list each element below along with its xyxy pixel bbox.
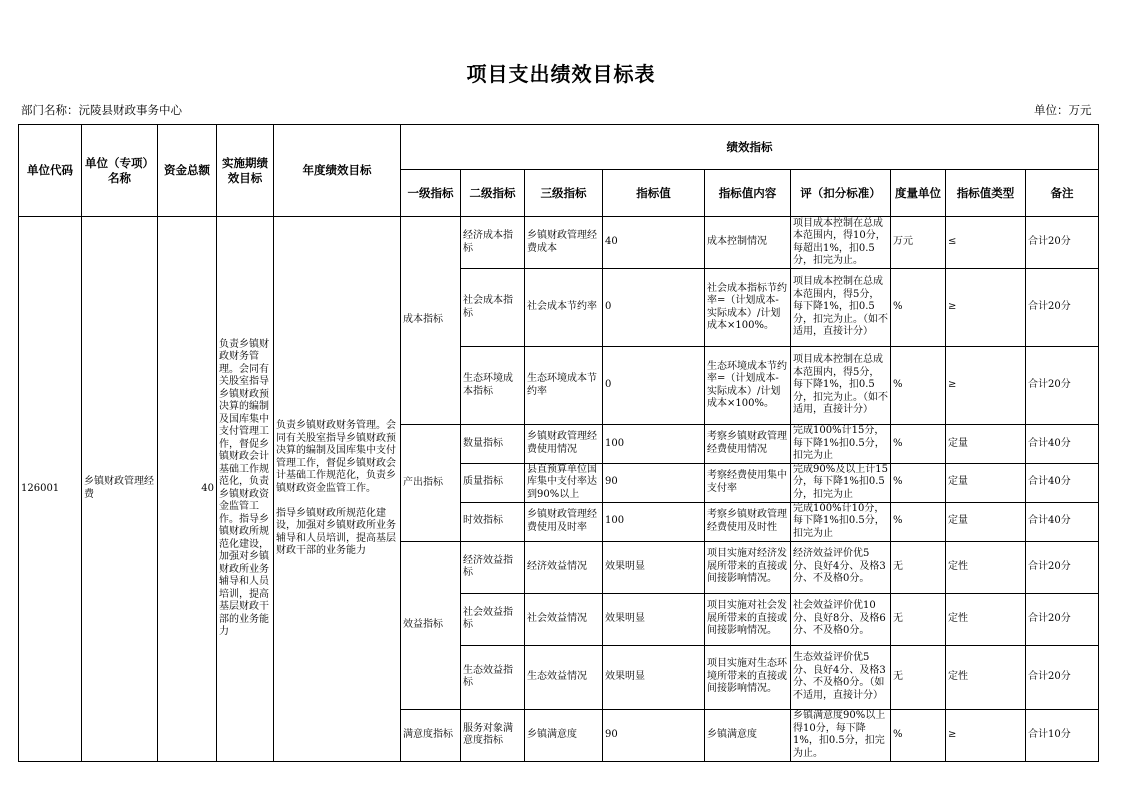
level2-cell: 时效指标: [461, 502, 525, 541]
scoring-cell: 社会效益评价优10分、良好8分、及格6分、不及格0分。: [791, 593, 891, 645]
level2-cell: 经济成本指标: [461, 217, 525, 269]
level1-cost: 成本指标: [401, 217, 461, 425]
remark-cell: 合计20分: [1026, 269, 1099, 347]
level2-cell: 生态效益指标: [461, 645, 525, 709]
value-cell: 0: [603, 347, 705, 425]
value-cell: 100: [603, 502, 705, 541]
type-cell: ≤: [946, 217, 1026, 269]
content-cell: 考察经费使用集中支付率: [705, 463, 791, 502]
header-level2: 二级指标: [461, 170, 525, 217]
content-cell: 项目实施对社会发展所带来的直接或间接影响情况。: [705, 593, 791, 645]
level3-cell: 乡镇财政管理经费成本: [525, 217, 603, 269]
type-cell: ≥: [946, 709, 1026, 761]
level3-cell: 生态效益情况: [525, 645, 603, 709]
content-cell: 考察乡镇财政管理经费使用及时性: [705, 502, 791, 541]
content-cell: 项目实施对经济发展所带来的直接或间接影响情况。: [705, 541, 791, 593]
scoring-cell: 完成100%计10分，每下降1%扣0.5分，扣完为止: [791, 502, 891, 541]
remark-cell: 合计40分: [1026, 463, 1099, 502]
header-remark: 备注: [1026, 170, 1099, 217]
level1-satisfaction: 满意度指标: [401, 709, 461, 761]
level3-cell: 县直预算单位国库集中支付率达到90%以上: [525, 463, 603, 502]
level2-cell: 经济效益指标: [461, 541, 525, 593]
type-cell: 定性: [946, 645, 1026, 709]
header-annual-goal: 年度绩效目标: [274, 125, 401, 217]
value-cell: 效果明显: [603, 541, 705, 593]
content-cell: 项目实施对生态环境所带来的直接或间接影响情况。: [705, 645, 791, 709]
scoring-cell: 项目成本控制在总成本范围内，得5分，每下降1%，扣0.5分，扣完为止。（如不适用，直接计分）: [791, 269, 891, 347]
type-cell: ≥: [946, 347, 1026, 425]
level2-cell: 数量指标: [461, 425, 525, 464]
level2-cell: 社会效益指标: [461, 593, 525, 645]
unit-cell: %: [891, 269, 946, 347]
level2-cell: 质量指标: [461, 463, 525, 502]
remark-cell: 合计20分: [1026, 541, 1099, 593]
level3-cell: 生态环境成本节约率: [525, 347, 603, 425]
header-value: 指标值: [603, 170, 705, 217]
value-cell: 90: [603, 709, 705, 761]
type-cell: 定性: [946, 593, 1026, 645]
level3-cell: 乡镇财政管理经费使用情况: [525, 425, 603, 464]
level1-output: 产出指标: [401, 425, 461, 542]
header-level3: 三级指标: [525, 170, 603, 217]
scoring-cell: 项目成本控制在总成本范围内，得10分，每超出1%，扣0.5分，扣完为止。: [791, 217, 891, 269]
remark-cell: 合计40分: [1026, 425, 1099, 464]
header-value-type: 指标值类型: [946, 170, 1026, 217]
content-cell: 考察乡镇财政管理经费使用情况: [705, 425, 791, 464]
header-performance-indicators: 绩效指标: [401, 125, 1099, 170]
value-cell: 效果明显: [603, 593, 705, 645]
remark-cell: 合计20分: [1026, 347, 1099, 425]
header-unit-name: 单位（专项）名称: [82, 125, 158, 217]
unit-cell: %: [891, 347, 946, 425]
unit-cell: %: [891, 709, 946, 761]
remark-cell: 合计40分: [1026, 502, 1099, 541]
header-value-content: 指标值内容: [705, 170, 791, 217]
type-cell: 定量: [946, 502, 1026, 541]
scoring-cell: 乡镇满意度90%以上得10分，每下降1%，扣0.5分，扣完为止。: [791, 709, 891, 761]
value-cell: 0: [603, 269, 705, 347]
scoring-cell: 经济效益评价优5分、良好4分、及格3分、不及格0分。: [791, 541, 891, 593]
unit-code-cell: 126001: [19, 217, 82, 762]
unit-cell: 无: [891, 541, 946, 593]
value-cell: 40: [603, 217, 705, 269]
value-cell: 效果明显: [603, 645, 705, 709]
scoring-cell: 项目成本控制在总成本范围内，得5分，每下降1%，扣0.5分，扣完为止。（如不适用，直接计分）: [791, 347, 891, 425]
level3-cell: 社会成本节约率: [525, 269, 603, 347]
level3-cell: 经济效益情况: [525, 541, 603, 593]
annual-goal-part-2: 指导乡镇财政所规范化建设，加强对乡镇财政所业务辅导和人员培训，提高基层财政干部的业务能力: [276, 507, 396, 556]
header-period-goal: 实施期绩效目标: [217, 125, 274, 217]
unit-cell: 无: [891, 593, 946, 645]
header-unit-code: 单位代码: [19, 125, 82, 217]
annual-goal-cell: [274, 217, 401, 762]
unit-cell: 万元: [891, 217, 946, 269]
scoring-cell: 完成90%及以上计15分，每下降1%扣0.5分，扣完为止: [791, 463, 891, 502]
header-level1: 一级指标: [401, 170, 461, 217]
level3-cell: 乡镇财政管理经费使用及时率: [525, 502, 603, 541]
remark-cell: 合计20分: [1026, 593, 1099, 645]
remark-cell: 合计20分: [1026, 645, 1099, 709]
unit-cell: 无: [891, 645, 946, 709]
period-goal-cell: 负责乡镇财政财务管理。会同有关股室指导乡镇财政预决算的编制及国库集中支付管理工作，督促乡镇财政会计基础工作规范化，负责乡镇财政资金监管工作。指导乡镇财政所规范化建设，加强对乡镇财政所业务辅导和人员培训，提高基层财政干部的业务能力: [217, 217, 274, 762]
header-total-funds: 资金总额: [158, 125, 217, 217]
value-cell: 90: [603, 463, 705, 502]
performance-target-table: [18, 124, 1099, 762]
level2-cell: 社会成本指标: [461, 269, 525, 347]
header-row-1: [19, 125, 1099, 170]
type-cell: 定性: [946, 541, 1026, 593]
currency-unit: 单位：万元: [1034, 103, 1092, 117]
unit-cell: %: [891, 502, 946, 541]
header-measure-unit: 度量单位: [891, 170, 946, 217]
annual-goal-part-1: 负责乡镇财政财务管理。会同有关股室指导乡镇财政预决算的编制及国库集中支付管理工作，督促乡镇财政会计基础工作规范化，负责乡镇财政资金监管工作。: [276, 420, 396, 494]
unit-name-cell: 乡镇财政管理经费: [82, 217, 158, 762]
content-cell: 成本控制情况: [705, 217, 791, 269]
table-row: [19, 217, 1099, 269]
unit-cell: %: [891, 425, 946, 464]
type-cell: ≥: [946, 269, 1026, 347]
header-scoring: 评（扣分标准）: [791, 170, 891, 217]
level3-cell: 社会效益情况: [525, 593, 603, 645]
level2-cell: 生态环境成本指标: [461, 347, 525, 425]
scoring-cell: 完成100%计15分，每下降1%扣0.5分，扣完为止: [791, 425, 891, 464]
content-cell: 乡镇满意度: [705, 709, 791, 761]
type-cell: 定量: [946, 425, 1026, 464]
level2-cell: 服务对象满意度指标: [461, 709, 525, 761]
level3-cell: 乡镇满意度: [525, 709, 603, 761]
content-cell: 生态环境成本节约率=（计划成本-实际成本）/计划成本×100%。: [705, 347, 791, 425]
type-cell: 定量: [946, 463, 1026, 502]
page-title: 项目支出绩效目标表: [466, 62, 656, 86]
value-cell: 100: [603, 425, 705, 464]
total-funds-cell: 40: [158, 217, 217, 762]
remark-cell: 合计10分: [1026, 709, 1099, 761]
department-name: 部门名称：沅陵县财政事务中心: [21, 103, 182, 117]
level1-benefit: 效益指标: [401, 541, 461, 709]
unit-cell: %: [891, 463, 946, 502]
scoring-cell: 生态效益评价优5分、良好4分、及格3分、不及格0分。（如不适用，直接计分）: [791, 645, 891, 709]
remark-cell: 合计20分: [1026, 217, 1099, 269]
content-cell: 社会成本指标节约率=（计划成本-实际成本）/计划成本×100%。: [705, 269, 791, 347]
